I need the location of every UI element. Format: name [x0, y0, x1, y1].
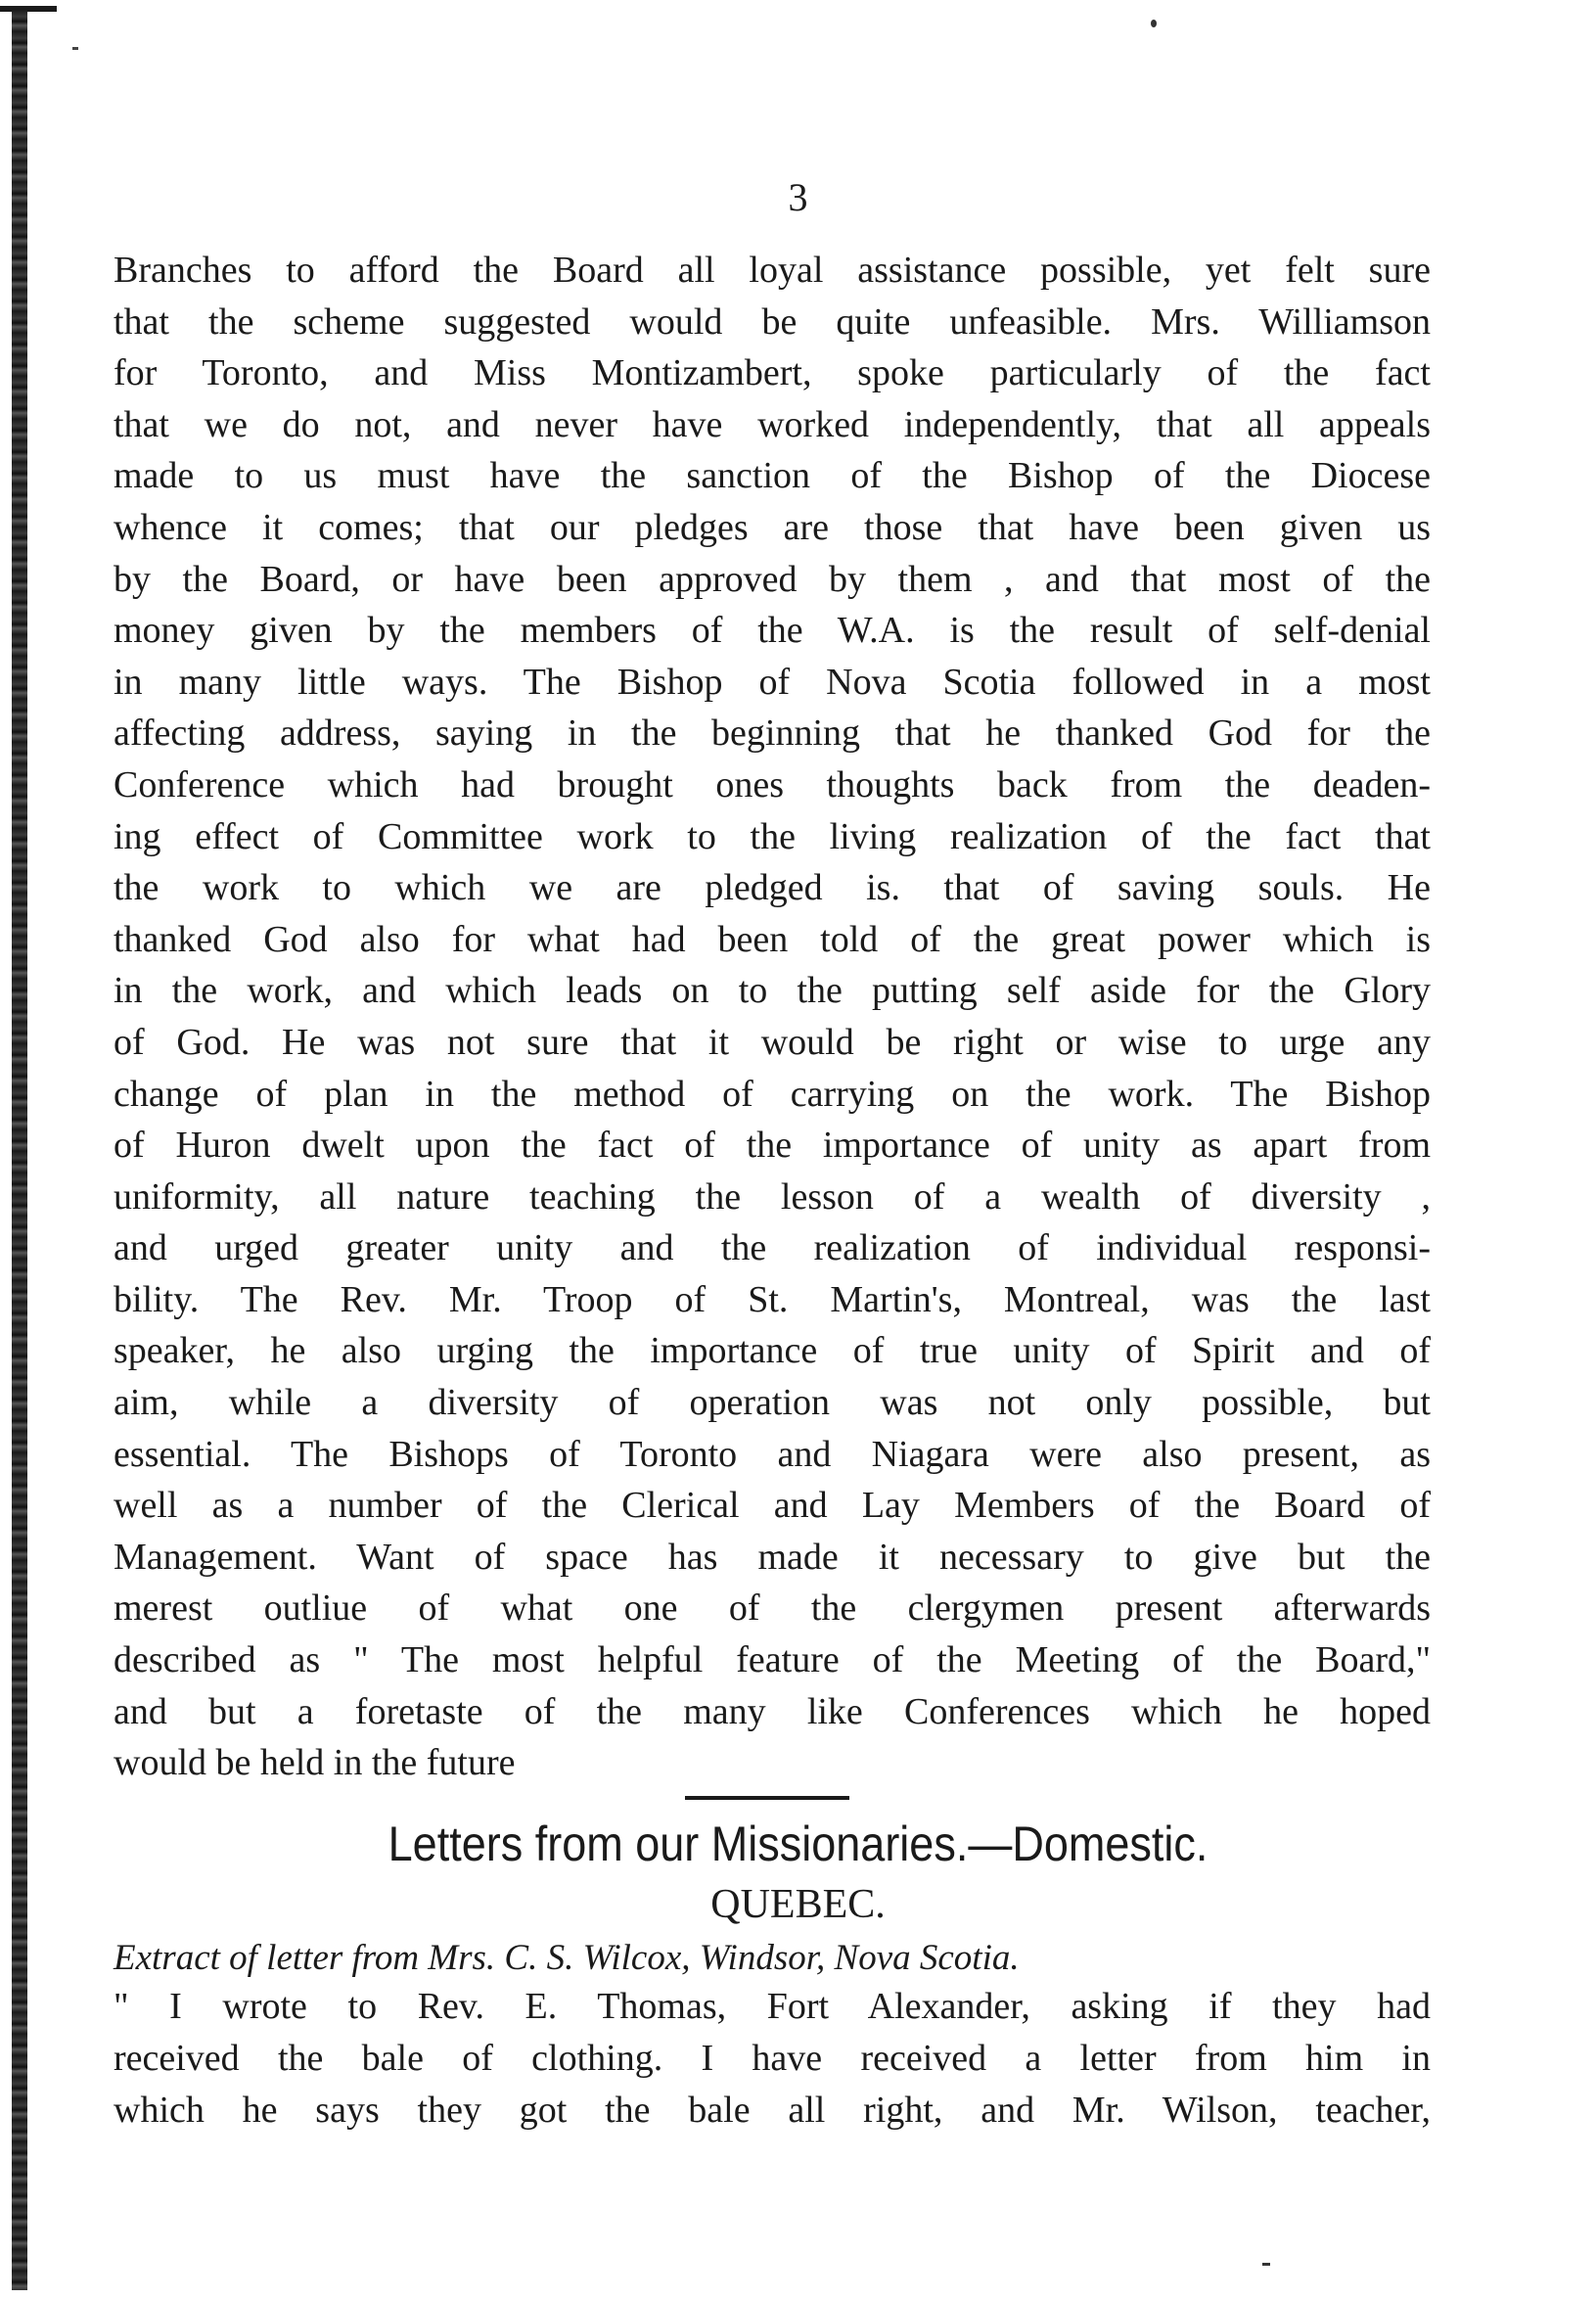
- binding-shadow: [12, 10, 27, 2290]
- text-line: merest outliue of what one of the clergymen present afterwards: [114, 1587, 1431, 1630]
- text-line: uniformity, all nature teaching the lesson of a wealth of diversity ,: [114, 1175, 1431, 1218]
- meeting-report-paragraph: [114, 245, 1431, 1789]
- section-title: Letters from our Missionaries.—Domestic.: [388, 1816, 1208, 1871]
- text-line: the work to which we are pledged is. that of saving souls. He: [114, 867, 1431, 909]
- text-line: Branches to afford the Board all loyal assistance possible, yet felt sure: [114, 250, 1431, 291]
- text-line: well as a number of the Clerical and Lay Members of the Board of: [114, 1485, 1431, 1527]
- letter-paragraph: [114, 1981, 1431, 2137]
- text-line: aim, while a diversity of operation was not only possible, but: [114, 1382, 1431, 1424]
- scan-speck: [72, 47, 78, 50]
- text-line: that we do not, and never have worked independently, that all appeals: [114, 403, 1431, 445]
- text-line: which he says they got the bale all right, and Mr. Wilson, teacher,: [114, 2090, 1431, 2131]
- text-line: made to us must have the sanction of the Bishop of the Diocese: [114, 455, 1431, 497]
- text-line: that the scheme suggested would be quite unfeasible. Mrs. Williamson: [114, 300, 1431, 343]
- text-line: thanked God also for what had been told of the great power which is: [114, 918, 1431, 960]
- text-line: change of plan in the method of carrying on the work. The Bishop: [114, 1073, 1431, 1115]
- section-divider-rule: [685, 1796, 849, 1800]
- text-line: affecting address, saying in the beginning that he thanked God for the: [114, 713, 1431, 755]
- text-line: received the bale of clothing. I have received a letter from him in: [114, 2038, 1431, 2079]
- text-line: whence it comes; that our pledges are those that have been given us: [114, 506, 1431, 548]
- text-line: speaker, he also urging the importance of true unity of Spirit and of: [114, 1330, 1431, 1372]
- text-line: of Huron dwelt upon the fact of the importance of unity as apart from: [114, 1125, 1431, 1167]
- extract-heading: Extract of letter from Mrs. C. S. Wilcox, Windsor, Nova Scotia.: [114, 1938, 1020, 1978]
- text-line: by the Board, or have been approved by them , and that most of the: [114, 558, 1431, 600]
- text-line: essential. The Bishops of Toronto and Niagara were also present, as: [114, 1433, 1431, 1475]
- text-line: and but a foretaste of the many like Conferences which he hoped: [114, 1690, 1431, 1732]
- text-line: for Toronto, and Miss Montizambert, spoke particularly of the fact: [114, 352, 1431, 394]
- section-subtitle: QUEBEC.: [710, 1882, 886, 1927]
- text-line: described as " The most helpful feature of the Meeting of the Board,": [114, 1639, 1431, 1681]
- text-line: in many little ways. The Bishop of Nova Scotia followed in a most: [114, 661, 1431, 703]
- text-line-last: would be held in the future: [114, 1742, 516, 1784]
- text-line: Management. Want of space has made it necessary to give but the: [114, 1536, 1431, 1578]
- text-line: and urged greater unity and the realization of individual responsi-: [114, 1227, 1431, 1269]
- scan-speck-top: [1151, 20, 1157, 27]
- text-line: " I wrote to Rev. E. Thomas, Fort Alexander, asking if they had: [114, 1986, 1431, 2027]
- scan-speck-bottom: [1262, 2263, 1270, 2266]
- text-line: Conference which had brought ones thoughts back from the deaden-: [114, 763, 1431, 805]
- text-line: bility. The Rev. Mr. Troop of St. Martin's, Montreal, was the last: [114, 1278, 1431, 1320]
- text-line: of God. He was not sure that it would be right or wise to urge any: [114, 1021, 1431, 1063]
- scanned-page-edge: [0, 0, 57, 2299]
- text-line: money given by the members of the W.A. is the result of self-denial: [114, 610, 1431, 652]
- text-line: ing effect of Committee work to the living realization of the fact that: [114, 815, 1431, 857]
- page-number: 3: [788, 175, 808, 219]
- page-edge-cap: [0, 6, 57, 12]
- text-line: in the work, and which leads on to the putting self aside for the Glory: [114, 970, 1431, 1012]
